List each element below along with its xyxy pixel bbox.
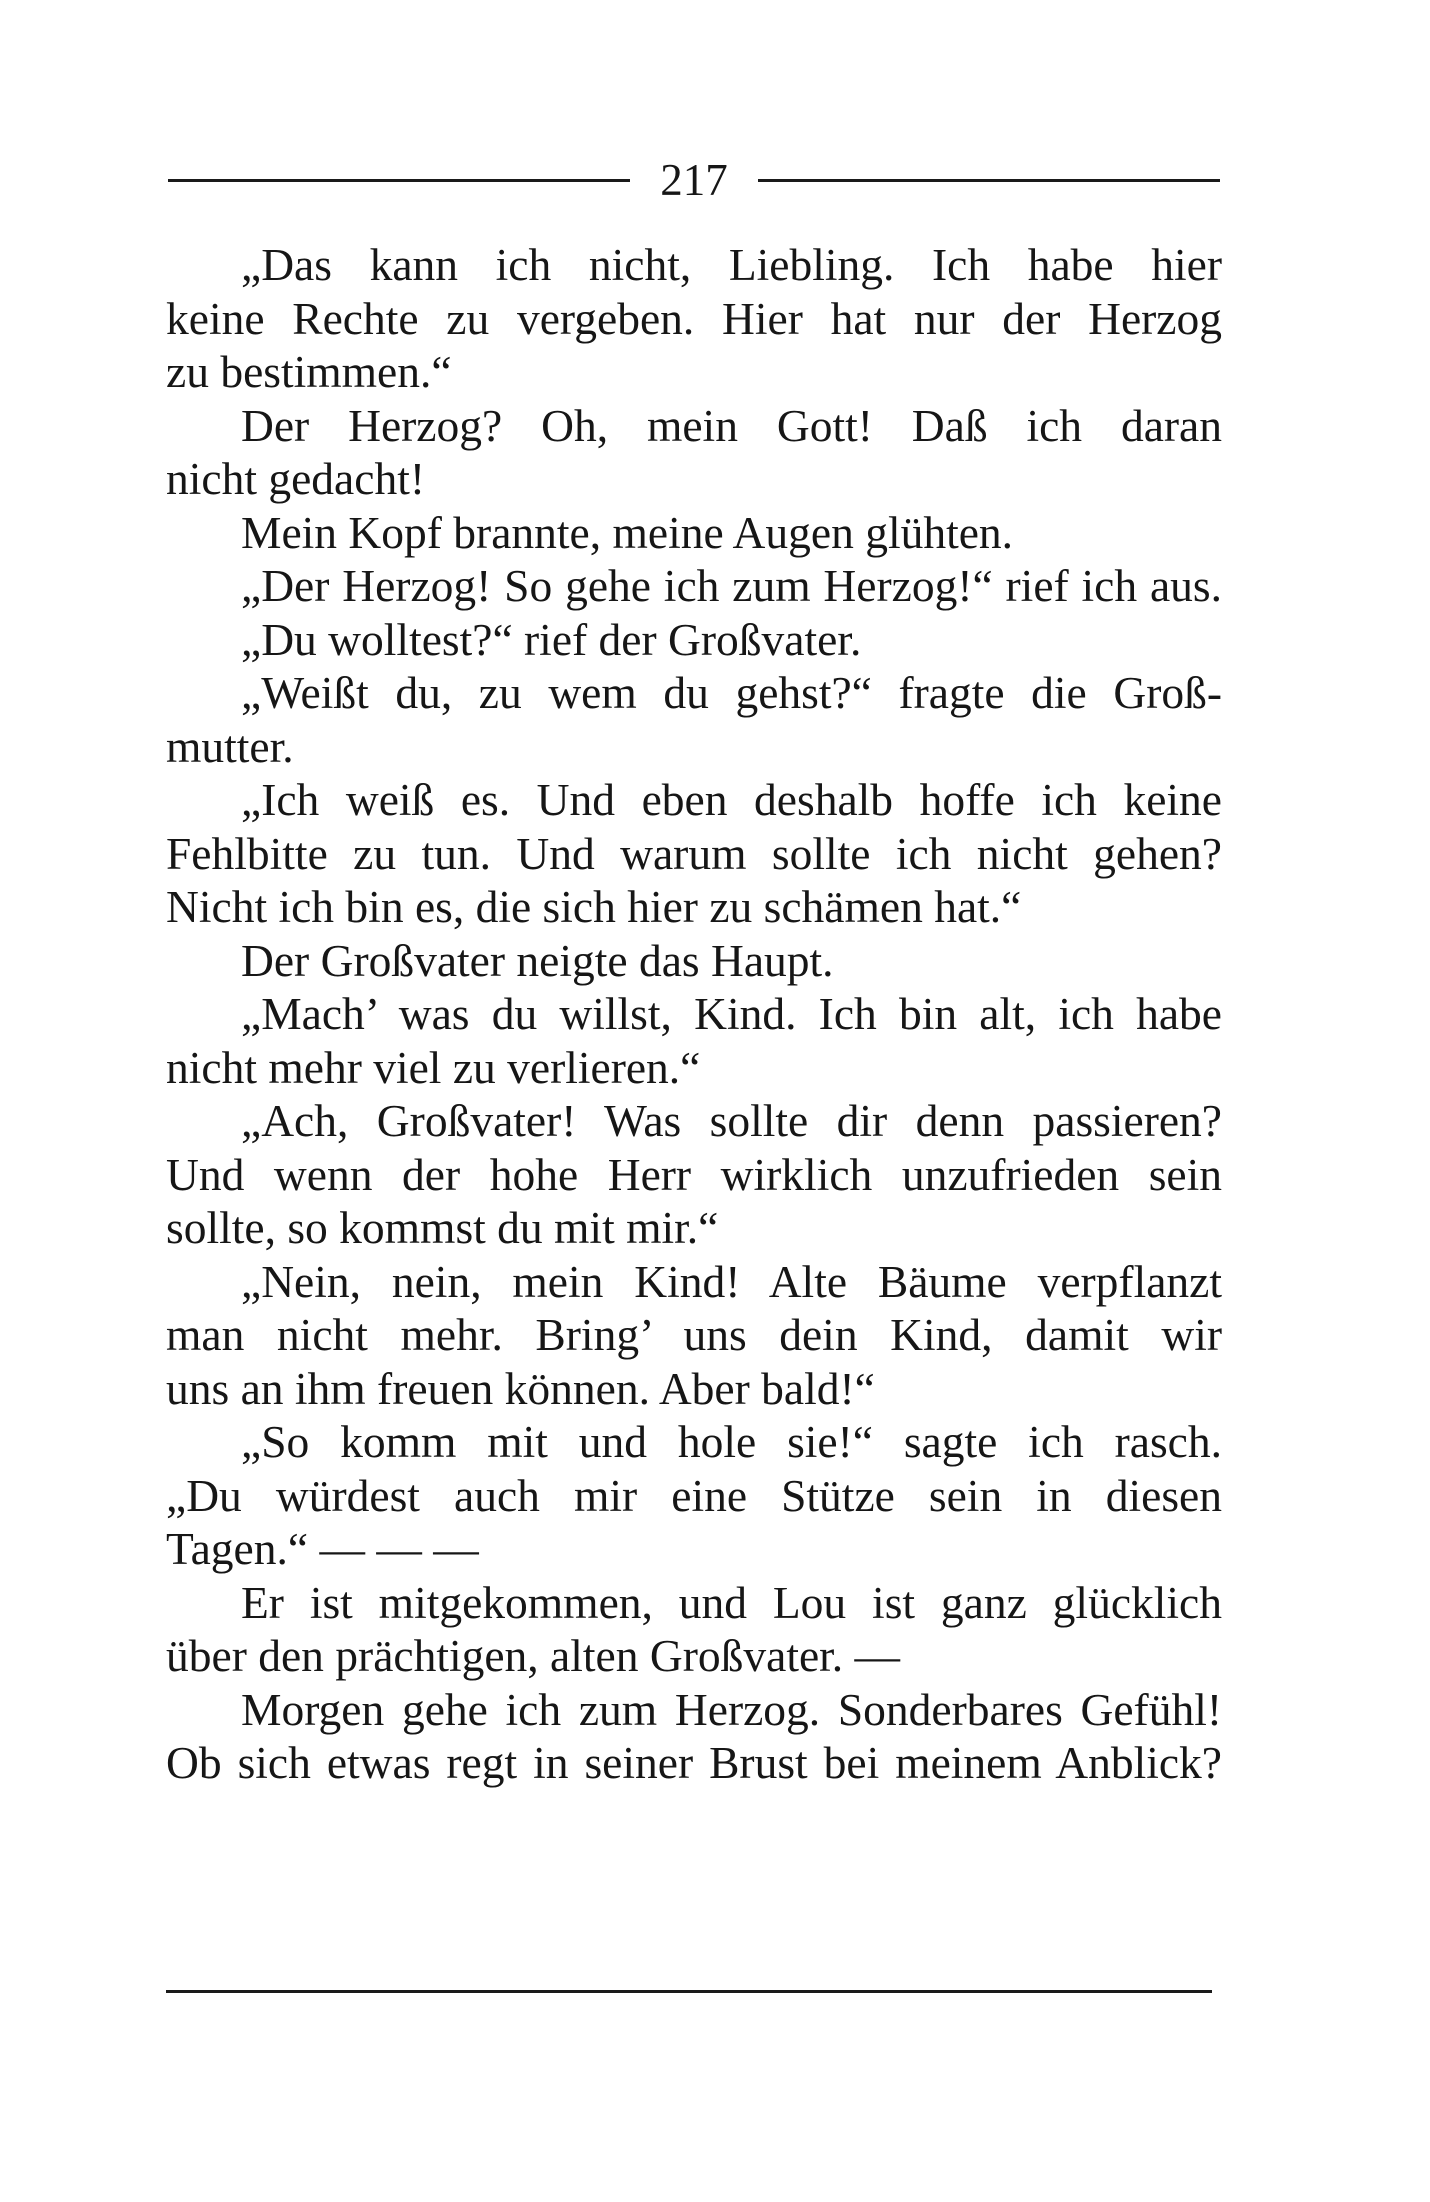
text-line: Er ist mitgekommen, und Lou ist ganz glücklich [241,1576,1222,1628]
text-line: nicht gedacht! [166,453,425,504]
text-line: „Weißt du, zu wem du gehst?“ fragte die Groß- [241,667,1222,718]
text-line: uns an ihm freuen können. Aber bald!“ [166,1362,875,1414]
page-number: 217 [660,155,728,205]
text-line: Ob sich etwas regt in seiner Brust bei meinem Anblick? [166,1737,1222,1788]
text-line: keine Rechte zu vergeben. Hier hat nur der Herzog [166,292,1222,344]
text-line: über den prächtigen, alten Großvater. — [166,1630,901,1681]
text-line: „Das kann ich nicht, Liebling. Ich habe hier [241,239,1222,290]
text-line: Und wenn der hohe Herr wirklich unzufrieden sein [166,1148,1222,1200]
text-line: „Der Herzog! So gehe ich zum Herzog!“ rief ich aus. [241,560,1222,611]
text-line: Morgen gehe ich zum Herzog. Sonderbares Gefühl! [241,1683,1222,1735]
text-line: mutter. [166,720,294,772]
text-line: „Nein, nein, mein Kind! Alte Bäume verpflanzt [241,1255,1222,1307]
text-line: Fehlbitte zu tun. Und warum sollte ich nicht gehen? [166,827,1222,879]
page-header [168,150,1220,210]
text-line: „So komm mit und hole sie!“ sagte ich rasch. [241,1416,1222,1467]
header-rule-right [758,179,1220,182]
text-line: zu bestimmen.“ [166,346,452,397]
text-line: „Ach, Großvater! Was sollte dir denn passieren? [241,1095,1222,1146]
text-line: Der Herzog? Oh, mein Gott! Daß ich daran [241,399,1222,451]
text-line: Mein Kopf brannte, meine Augen glühten. [241,506,1014,558]
footer-rule [166,1990,1212,1993]
text-line: nicht mehr viel zu verlieren.“ [166,1041,701,1093]
text-line: Der Großvater neigte das Haupt. [241,934,834,986]
text-line: „Mach’ was du willst, Kind. Ich bin alt, ich habe [241,988,1222,1039]
text-line: Nicht ich bin es, die sich hier zu schämen hat.“ [166,881,1022,932]
body-text [166,238,1222,1790]
text-line: man nicht mehr. Bring’ uns dein Kind, damit wir [166,1309,1222,1360]
text-line: Tagen.“ — — — [166,1523,479,1574]
header-rule-left [168,179,630,182]
text-line: „Du wolltest?“ rief der Großvater. [241,613,862,665]
text-line: „Ich weiß es. Und eben deshalb hoffe ich keine [241,774,1222,825]
text-line: sollte, so kommst du mit mir.“ [166,1202,719,1253]
text-line: „Du würdest auch mir eine Stütze sein in diesen [166,1469,1222,1521]
